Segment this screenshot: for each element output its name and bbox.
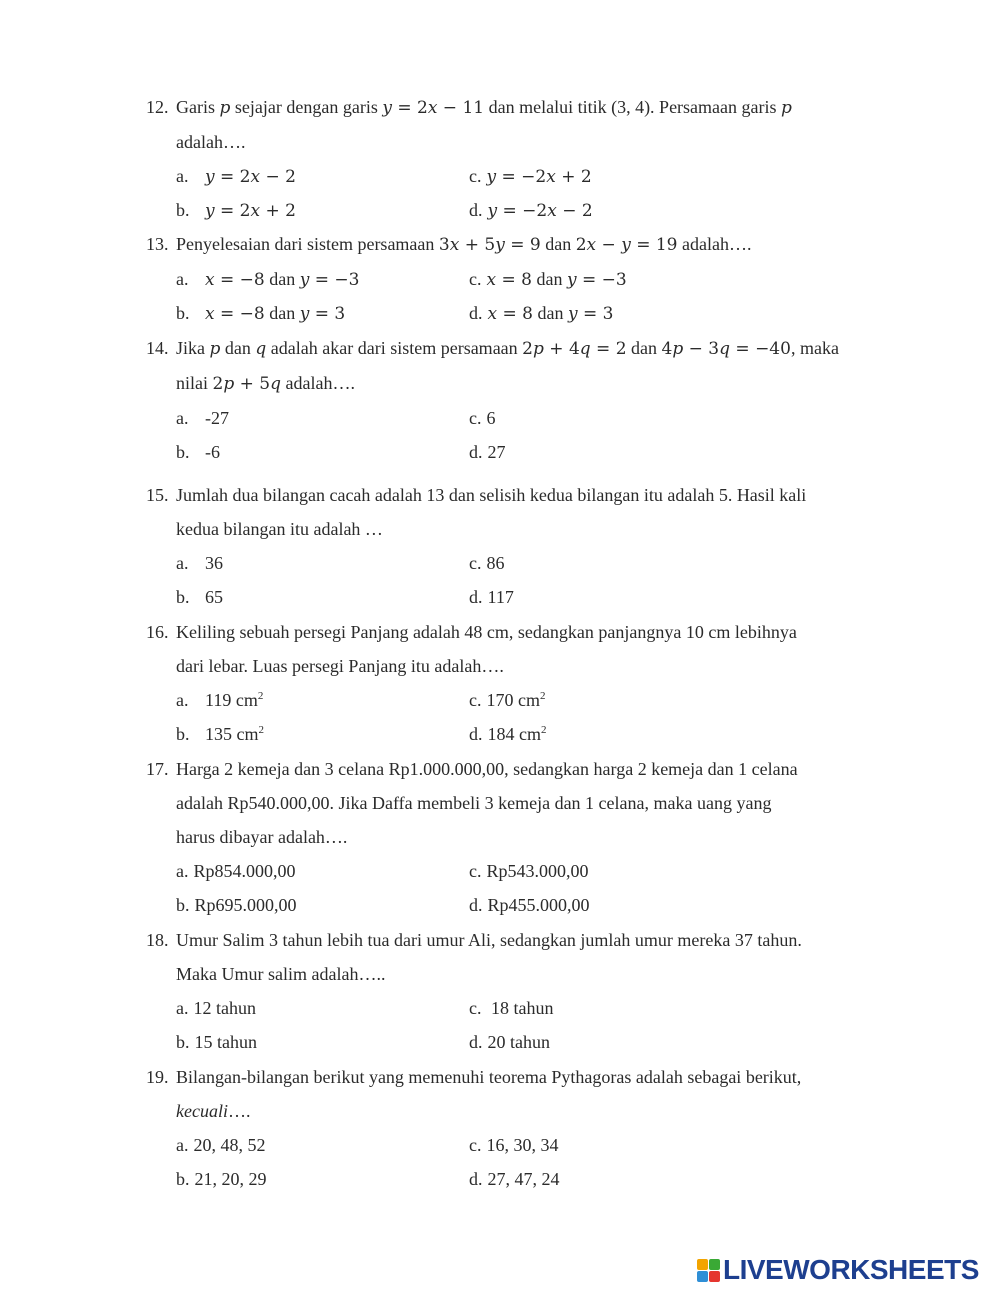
option-letter: d.: [469, 1032, 483, 1052]
math-token: y: [299, 270, 310, 290]
text-run: 170 cm: [486, 690, 540, 710]
math-token: x: [547, 201, 557, 221]
option-c: [469, 854, 589, 888]
option-letter: a.: [176, 553, 189, 573]
text-run: dan: [531, 269, 567, 289]
text-run: 12 tahun: [193, 998, 256, 1018]
question-16: [146, 615, 886, 751]
math-token: y: [382, 98, 392, 118]
option-letter: c.: [469, 553, 482, 573]
option-c: [469, 159, 592, 194]
math-token: 4: [661, 339, 673, 359]
text-run: adalah….: [677, 234, 752, 254]
text-run: Harga 2 kemeja dan 3 celana Rp1.000.000,00, sedangkan harga 2 kemeja dan 1 celana: [176, 759, 798, 779]
option-a: [176, 159, 296, 194]
option-letter: b.: [176, 303, 190, 323]
math-token: = 2: [214, 201, 251, 221]
option-b: [176, 1162, 267, 1196]
option-a: [176, 401, 229, 435]
answer-options: [146, 854, 886, 922]
option-d: [469, 193, 593, 228]
option-d: [469, 296, 613, 331]
text-run: dan melalui titik (3, 4). Persamaan garis: [484, 97, 782, 117]
math-token: x: [546, 167, 556, 187]
text-run: 27: [487, 442, 506, 462]
option-d: [469, 435, 506, 469]
text-run: adalah akar dari sistem persamaan: [266, 338, 523, 358]
text-run: 20, 48, 52: [193, 1135, 266, 1155]
text-run: dan: [264, 269, 300, 289]
math-token: = 8: [497, 304, 533, 324]
option-a: [176, 854, 296, 888]
math-token: p: [219, 98, 231, 118]
math-token: + 5: [234, 374, 271, 394]
answer-options: [146, 159, 886, 227]
math-token: y: [487, 201, 498, 221]
math-token: − 2: [260, 167, 296, 187]
math-token: p: [209, 339, 221, 359]
question-text-line: [146, 820, 886, 854]
option-letter: a.: [176, 861, 189, 881]
question-text-line: [146, 227, 886, 262]
math-token: x: [205, 270, 215, 290]
text-run: Penyelesaian dari sistem persamaan: [176, 234, 439, 254]
option-d: [469, 717, 547, 751]
math-token: x: [486, 270, 497, 290]
option-a: [176, 262, 359, 297]
watermark-text: LIVEWORKSHEETS: [723, 1254, 979, 1285]
math-token: y: [566, 270, 577, 290]
math-token: y: [205, 167, 215, 187]
text-run: 65: [205, 587, 223, 607]
text-run: 119 cm: [205, 690, 258, 710]
text-run: 18 tahun: [486, 998, 554, 1018]
option-letter: c.: [469, 861, 482, 881]
option-letter: b.: [176, 442, 190, 462]
option-letter: d.: [469, 724, 483, 744]
math-token: + 2: [555, 167, 592, 187]
math-token: = −8: [214, 270, 265, 290]
option-a: [176, 546, 223, 580]
math-token: 2: [575, 235, 587, 255]
math-token: − 11: [437, 98, 485, 118]
option-letter: c.: [469, 408, 482, 428]
answer-options: [146, 683, 886, 751]
text-run: 86: [486, 553, 505, 573]
option-letter: d.: [469, 200, 483, 220]
question-number: 13.: [146, 234, 169, 254]
text-run: adalah Rp540.000,00. Jika Daffa membeli 3 kemeja dan 1 celana, maka uang yang: [176, 793, 772, 813]
text-run: 117: [487, 587, 514, 607]
text-run: 135 cm: [205, 724, 259, 744]
math-token: + 2: [260, 201, 296, 221]
question-text-line: [146, 1060, 886, 1094]
math-token: x: [487, 304, 498, 324]
math-token: 2: [212, 374, 224, 394]
text-run: kecuali: [176, 1101, 228, 1121]
question-text-line: [146, 331, 886, 366]
text-run: ….: [227, 1101, 251, 1121]
option-letter: d.: [469, 303, 483, 323]
option-b: [176, 580, 223, 614]
option-a: [176, 683, 263, 717]
option-letter: a.: [176, 690, 189, 710]
text-run: 16, 30, 34: [486, 1135, 559, 1155]
text-run: 184 cm: [487, 724, 541, 744]
answer-options: [146, 1128, 886, 1196]
question-text-line: [146, 923, 886, 957]
math-token: x: [449, 235, 460, 255]
option-letter: b.: [176, 587, 190, 607]
text-run: Keliling sebuah persegi Panjang adalah 48 cm, sedangkan panjangnya 10 cm lebihnya: [176, 622, 797, 642]
math-token: q: [270, 374, 281, 394]
option-letter: c.: [469, 269, 482, 289]
math-token: p: [533, 339, 544, 359]
math-token: = 2: [214, 167, 251, 187]
text-run: dan: [532, 303, 568, 323]
question-number: 16.: [146, 622, 169, 642]
math-token: p: [781, 98, 792, 118]
text-run: 27, 47, 24: [487, 1169, 560, 1189]
math-token: p: [223, 374, 235, 394]
option-letter: d.: [469, 1169, 483, 1189]
option-letter: a.: [176, 998, 189, 1018]
text-run: sejajar dengan garis: [230, 97, 383, 117]
question-text-line: [146, 786, 886, 820]
text-run: Bilangan-bilangan berikut yang memenuhi teorema Pythagoras adalah sebagai berikut,: [176, 1067, 802, 1087]
option-letter: a.: [176, 269, 189, 289]
math-token: = −2: [497, 201, 548, 221]
text-run: dan: [264, 303, 300, 323]
question-text-line: [146, 125, 886, 159]
math-token: = 8: [496, 270, 532, 290]
option-d: [469, 1162, 560, 1196]
question-number: 17.: [146, 759, 169, 779]
text-run: dan: [220, 338, 256, 358]
text-run: Garis: [176, 97, 220, 117]
text-run: kedua bilangan itu adalah …: [176, 519, 383, 539]
math-token: 3: [438, 235, 450, 255]
option-letter: c.: [469, 690, 482, 710]
math-token: y: [299, 304, 310, 324]
question-17: [146, 752, 886, 922]
text-run: adalah….: [280, 373, 355, 393]
option-a: [176, 991, 256, 1025]
option-a: [176, 1128, 266, 1162]
text-run: Jika: [176, 338, 210, 358]
question-number: 15.: [146, 485, 169, 505]
text-run: Umur Salim 3 tahun lebih tua dari umur Ali, sedangkan jumlah umur mereka 37 tahun.: [176, 930, 802, 950]
math-token: = 3: [577, 304, 614, 324]
text-run: dan: [540, 234, 576, 254]
option-b: [176, 1025, 257, 1059]
text-run: -27: [205, 408, 229, 428]
option-d: [469, 1025, 550, 1059]
option-letter: b.: [176, 1032, 190, 1052]
option-letter: b.: [176, 724, 190, 744]
math-token: = 3: [309, 304, 346, 324]
text-run: harus dibayar adalah….: [176, 827, 348, 847]
answer-options: [146, 262, 886, 330]
question-12: [146, 90, 886, 227]
math-token: = 2: [590, 339, 627, 359]
question-15: [146, 478, 886, 614]
question-number: 19.: [146, 1067, 169, 1087]
question-text-line: [146, 478, 886, 512]
math-token: + 4: [543, 339, 580, 359]
option-c: [469, 683, 546, 717]
math-token: p: [672, 339, 684, 359]
option-letter: c.: [469, 166, 482, 186]
option-b: [176, 888, 297, 922]
option-letter: a.: [176, 166, 189, 186]
question-18: [146, 923, 886, 1059]
question-text-line: [146, 752, 886, 786]
math-token: = −40: [730, 339, 791, 359]
math-token: x: [250, 201, 261, 221]
option-d: [469, 580, 514, 614]
math-token: x: [586, 235, 597, 255]
text-run: dari lebar. Luas persegi Panjang itu adalah….: [176, 656, 504, 676]
question-14: [146, 331, 886, 469]
text-run: Jumlah dua bilangan cacah adalah 13 dan selisih kedua bilangan itu adalah 5. Hasil kali: [176, 485, 807, 505]
text-run: Rp695.000,00: [194, 895, 297, 915]
text-run: 6: [486, 408, 496, 428]
math-token: = −2: [496, 167, 547, 187]
text-run: 15 tahun: [194, 1032, 257, 1052]
option-letter: a.: [176, 1135, 189, 1155]
text-run: nilai: [176, 373, 213, 393]
superscript: 2: [257, 690, 264, 702]
option-c: [469, 1128, 559, 1162]
question-number: 18.: [146, 930, 169, 950]
math-token: 2: [522, 339, 533, 359]
question-text-line: [146, 649, 886, 683]
option-b: [176, 435, 220, 469]
math-token: y: [205, 201, 215, 221]
math-token: = −8: [214, 304, 265, 324]
text-run: Rp854.000,00: [193, 861, 296, 881]
question-text-line: [146, 1094, 886, 1128]
question-text-line: [146, 957, 886, 991]
math-token: = −3: [576, 270, 627, 290]
option-c: [469, 401, 496, 435]
liveworksheets-logo-icon: [697, 1259, 720, 1282]
text-run: dan: [626, 338, 662, 358]
text-run: Maka Umur salim adalah…..: [176, 964, 386, 984]
option-b: [176, 717, 264, 751]
question-text-line: [146, 366, 886, 401]
math-token: − 3: [683, 339, 720, 359]
math-token: y: [495, 235, 505, 255]
math-token: q: [719, 339, 731, 359]
option-letter: d.: [469, 587, 483, 607]
option-letter: d.: [469, 895, 483, 915]
text-run: 36: [205, 553, 223, 573]
math-token: = −3: [309, 270, 360, 290]
option-c: [469, 991, 554, 1025]
math-token: x: [427, 98, 438, 118]
option-letter: c.: [469, 998, 482, 1018]
option-d: [469, 888, 590, 922]
text-run: 20 tahun: [487, 1032, 550, 1052]
question-number: 12.: [146, 97, 169, 117]
answer-options: [146, 991, 886, 1059]
math-token: = 19: [630, 235, 678, 255]
answer-options: [146, 546, 886, 614]
math-token: −: [596, 235, 622, 255]
option-c: [469, 546, 505, 580]
math-token: q: [579, 339, 591, 359]
math-token: x: [205, 304, 215, 324]
text-run: Rp543.000,00: [486, 861, 589, 881]
math-token: = 9: [504, 235, 541, 255]
text-run: , maka: [790, 338, 839, 358]
question-19: [146, 1060, 886, 1196]
question-text-line: [146, 512, 886, 546]
question-text-line: [146, 90, 886, 125]
math-token: − 2: [556, 201, 593, 221]
question-text-line: [146, 615, 886, 649]
superscript: 2: [541, 724, 547, 736]
option-letter: b.: [176, 200, 190, 220]
answer-options: [146, 401, 886, 469]
superscript: 2: [540, 690, 546, 702]
question-13: [146, 227, 886, 330]
text-run: 21, 20, 29: [194, 1169, 267, 1189]
math-token: x: [250, 167, 261, 187]
math-token: q: [255, 339, 267, 359]
liveworksheets-watermark: [697, 1253, 979, 1287]
question-number: 14.: [146, 338, 169, 358]
math-token: + 5: [459, 235, 496, 255]
option-letter: c.: [469, 1135, 482, 1155]
option-c: [469, 262, 627, 297]
text-run: Rp455.000,00: [487, 895, 590, 915]
math-token: = 2: [391, 98, 428, 118]
option-letter: d.: [469, 442, 483, 462]
option-letter: b.: [176, 895, 190, 915]
option-b: [176, 193, 296, 228]
option-letter: b.: [176, 1169, 190, 1189]
text-run: -6: [205, 442, 220, 462]
option-letter: a.: [176, 408, 189, 428]
math-token: y: [486, 167, 497, 187]
superscript: 2: [258, 724, 264, 736]
text-run: adalah….: [176, 132, 246, 152]
option-b: [176, 296, 345, 331]
math-token: y: [567, 304, 578, 324]
math-token: y: [621, 235, 631, 255]
